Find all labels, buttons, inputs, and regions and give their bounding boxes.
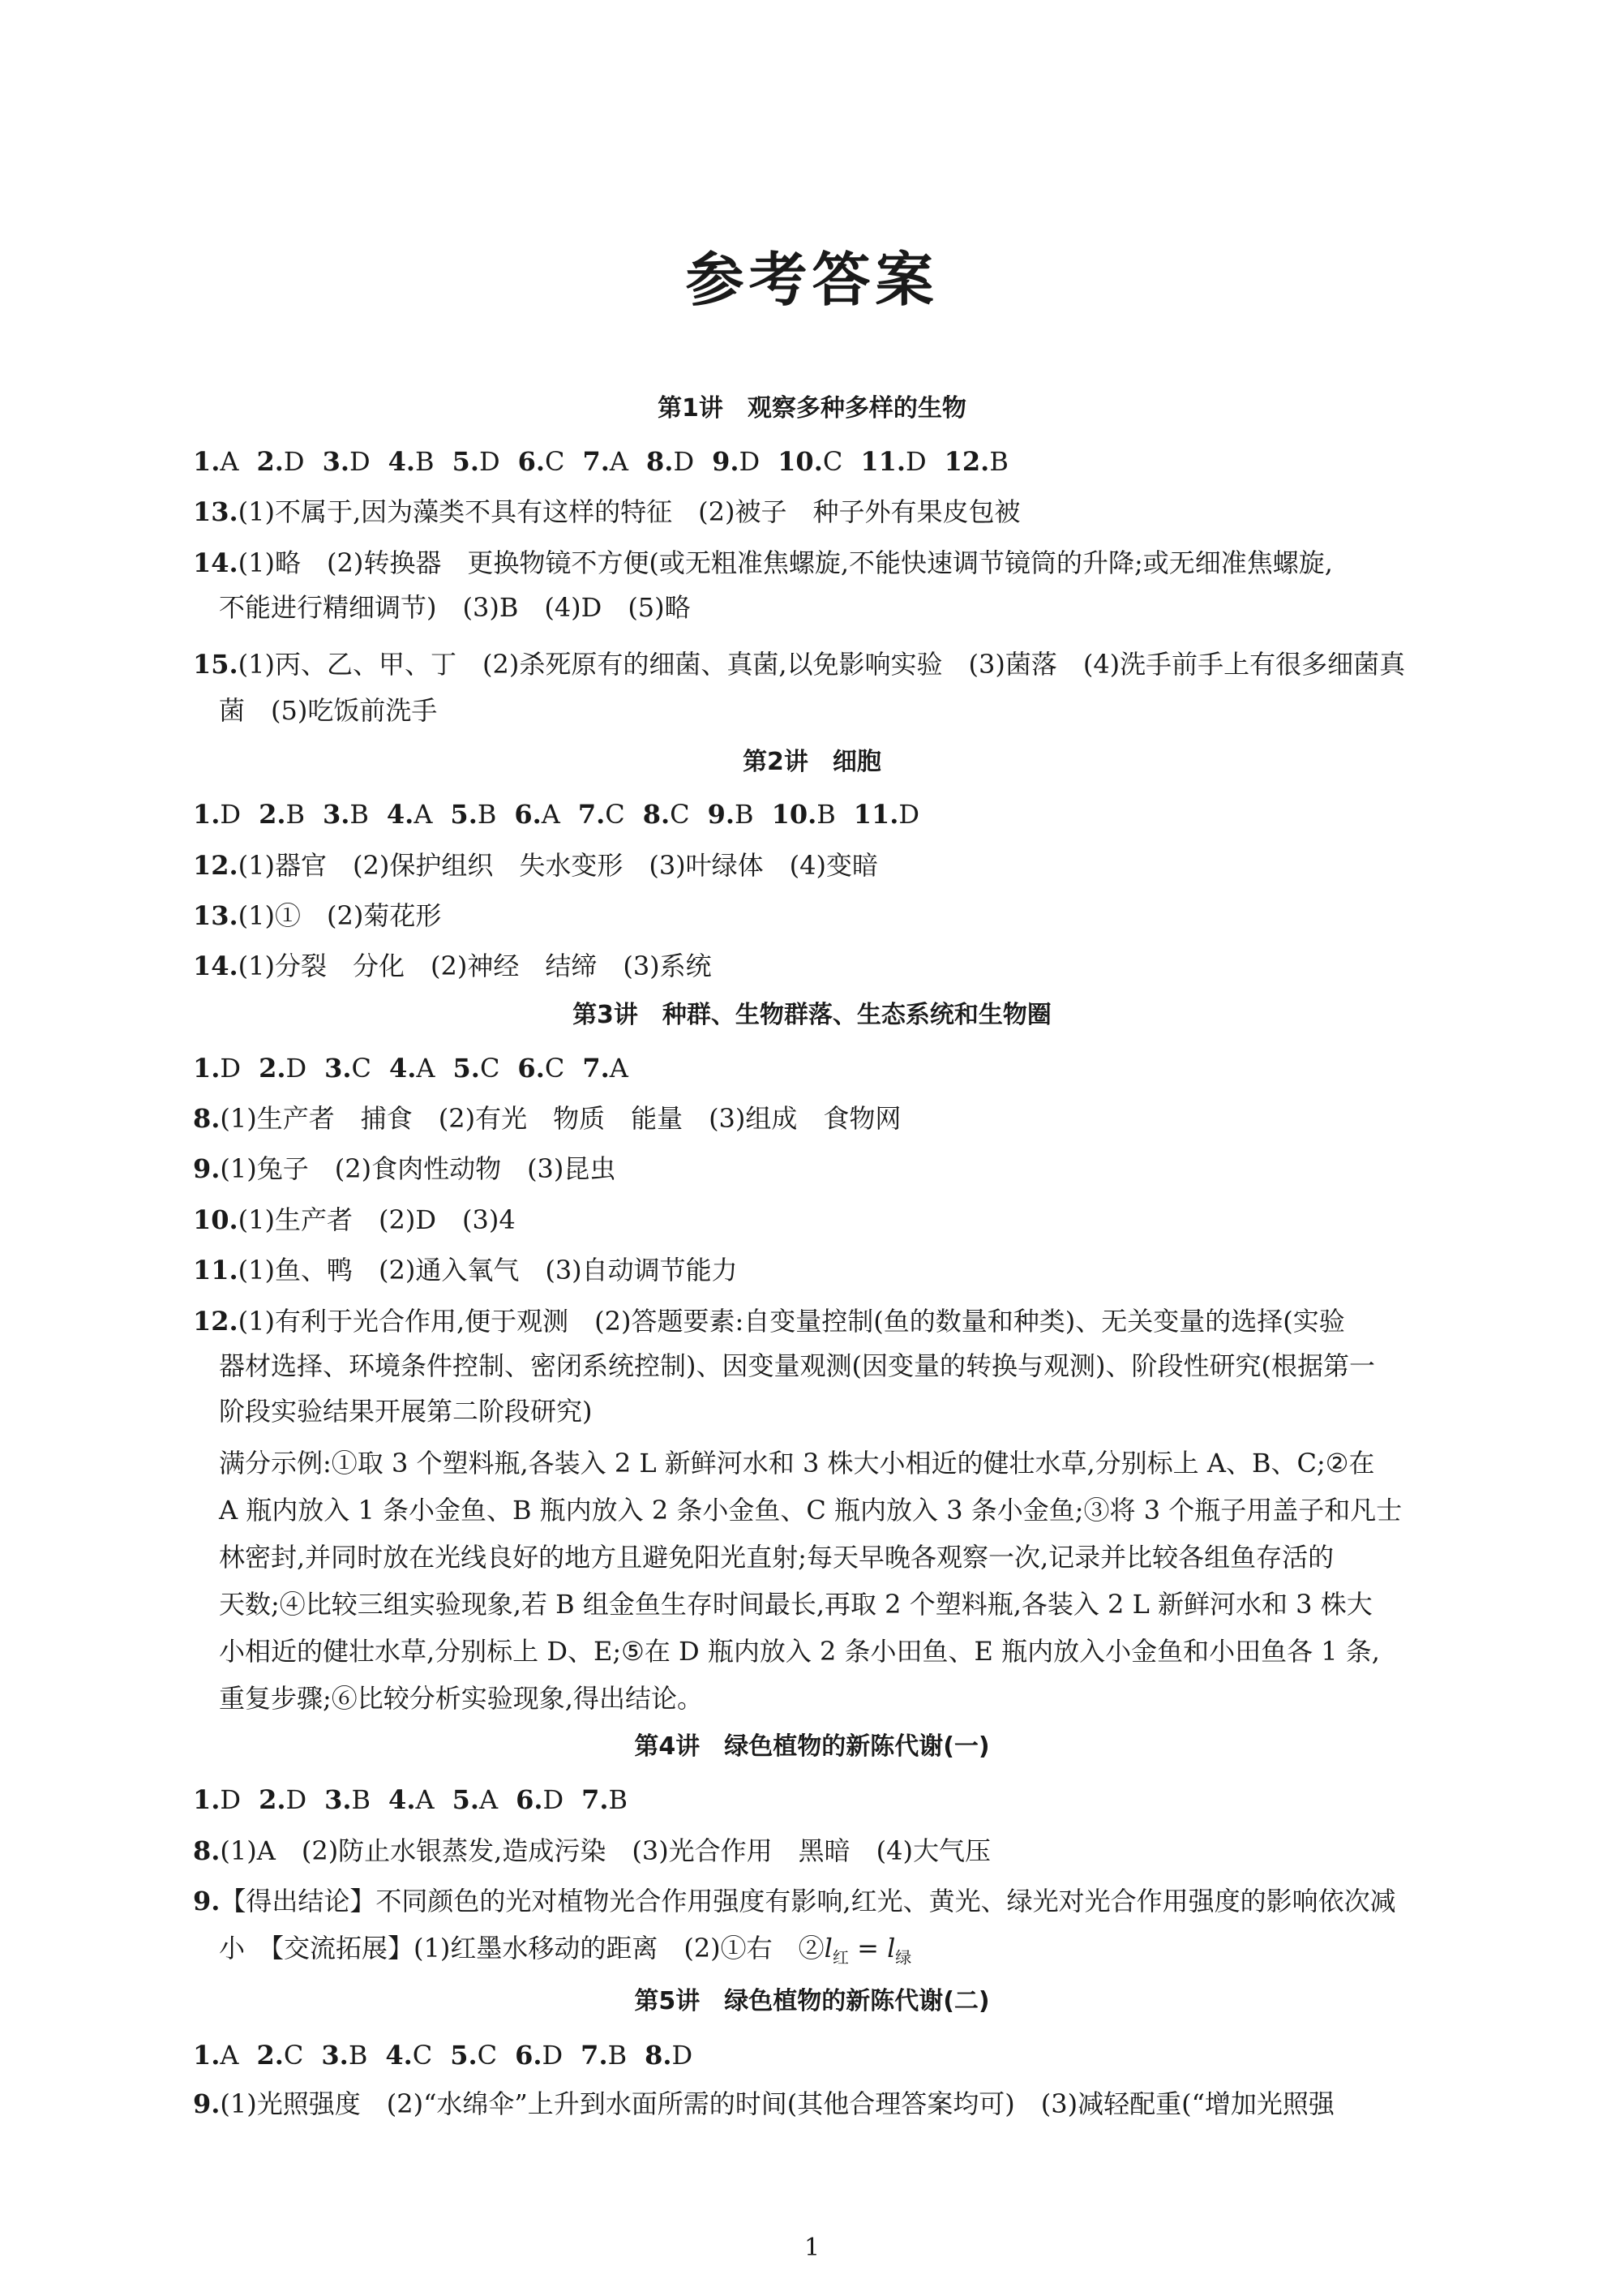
question-number: 3. [321,2040,349,2071]
answer-letter: A [413,799,433,830]
answer-line: 14.(1)略 (2)转换器 更换物镜不方便(或无粗准焦螺旋,不能快速调节镜筒的升降;或无细准焦螺旋, [193,547,1333,578]
answer-letter: B [608,1784,628,1815]
answer-line: 9.(1)光照强度 (2)“水绵伞”上升到水面所需的时间(其他合理答案均可) (3)减轻配重(“增加光照强 [193,2088,1335,2119]
answer-letter: D [542,2040,563,2071]
answer-letter: D [671,2040,693,2071]
answer-letter: C [545,446,565,477]
mc-answer [259,799,305,830]
mc-answer [193,1053,241,1084]
answer-line: 9.【得出结论】不同颜色的光对植物光合作用强度有影响,红光、黄光、绿光对光合作用强度的影响依次减 [193,1886,1396,1916]
example-answer-line: 重复步骤;⑥比较分析实验现象,得出结论。 [219,1683,703,1714]
mc-answer [515,2040,563,2071]
answer-letter: C [477,2040,498,2071]
mc-answer [578,799,625,830]
answer-letter: B [285,799,305,830]
answer-line: 13.(1)① (2)菊花形 [193,900,442,931]
mc-answer [583,446,629,477]
answer-letter: D [285,1784,307,1815]
question-number: 12. [944,446,990,477]
mc-answer [517,1053,564,1084]
question-number: 9. [712,446,739,477]
question-number: 1. [193,799,221,830]
question-number: 7. [582,1053,610,1084]
question-number: 1. [193,1053,221,1084]
mc-answer [945,446,1009,477]
mc-answer [323,799,369,830]
mc-answer [388,1784,435,1815]
answer-letter: B [816,799,836,830]
mc-answer [324,1053,371,1084]
answer-line: 11.(1)鱼、鸭 (2)通入氧气 (3)自动调节能力 [193,1255,738,1285]
question-number: 8. [642,799,671,830]
answer-letter: A [220,446,239,477]
question-number: 6. [515,2040,542,2071]
formula-subscript: 绿 [895,1947,912,1968]
question-number: 4. [385,2040,413,2071]
section-heading-5: 第5讲 绿色植物的新陈代谢(二) [634,1987,990,2015]
question-number: 3. [322,446,349,477]
question-number: 2. [259,1784,286,1815]
answer-letter: B [351,1784,371,1815]
answer-letter: C [479,1053,500,1084]
mc-answer [708,799,754,830]
mc-answer [193,1784,241,1815]
mc-answer [450,2040,497,2071]
question-number: 6. [517,446,546,477]
example-answer-line: 天数;④比较三组实验现象,若 B 组金鱼生存时间最长,再取 2 个塑料瓶,各装入 2 L 新鲜河水和 3 株大 [219,1589,1373,1620]
answer-letter: C [283,2040,304,2071]
question-number: 9. [707,799,735,830]
question-number: 11. [853,799,899,830]
section-heading-4: 第4讲 绿色植物的新陈代谢(一) [634,1732,990,1761]
question-number: 10. [771,799,817,830]
answer-letter: B [989,446,1009,477]
mc-answer [452,1784,499,1815]
section-heading-3: 第3讲 种群、生物群落、生态系统和生物圈 [572,1001,1052,1029]
question-number: 8. [646,446,674,477]
formula-variable: l [824,1933,833,1964]
example-answer-line: 满分示例:①取 3 个塑料瓶,各装入 2 L 新鲜河水和 3 株大小相近的健壮水草,分别标上 A、B、C;②在 [219,1448,1375,1479]
answer-line-continued: 器材选择、环境条件控制、密闭系统控制)、因变量观测(因变量的转换与观测)、阶段性研究(根据第一 [219,1350,1375,1381]
mc-answer [324,1784,371,1815]
mc-answer [643,799,690,830]
question-number: 3. [324,1784,352,1815]
mc-answer [193,446,239,477]
answer-line-continued: 不能进行精细调节) (3)B (4)D (5)略 [219,592,691,623]
question-number: 4. [388,446,416,477]
question-number: 6. [516,1784,543,1815]
section-heading-1: 第1讲 观察多种多样的生物 [658,394,966,423]
question-number: 5. [452,446,479,477]
answer-letter: A [609,446,629,477]
mc-answer [323,446,371,477]
formula-variable: l [887,1933,896,1964]
section-heading-2: 第2讲 细胞 [743,748,881,776]
answer-letter: D [898,799,920,830]
answer-letter: D [542,1784,564,1815]
question-number: 2. [256,2040,284,2071]
question-number: 4. [388,1784,416,1815]
question-number: 1. [193,1784,221,1815]
answer-letter: D [349,446,371,477]
example-answer-line: A 瓶内放入 1 条小金鱼、B 瓶内放入 2 条小金鱼、C 瓶内放入 3 条小金鱼;③将 3 个瓶子用盖子和凡士 [219,1495,1403,1526]
mc-answer [516,1784,563,1815]
question-number: 4. [386,799,414,830]
question-number: 6. [517,1053,545,1084]
mc-answer [772,799,836,830]
mc-answer [860,446,926,477]
mc-answers-row [193,1780,1458,1819]
mc-answer [778,446,842,477]
answer-letter: C [670,799,690,830]
answer-letter: A [609,1053,628,1084]
question-number: 1. [193,2040,221,2071]
answer-line: 9.(1)兔子 (2)食肉性动物 (3)昆虫 [193,1153,616,1184]
mc-answer [385,2040,432,2071]
mc-answer [514,799,560,830]
mc-answers-row [193,2036,1458,2075]
page-title: 参考答案 [685,246,939,314]
question-number: 4. [389,1053,417,1084]
mc-answer [582,1053,628,1084]
answer-letter: B [415,446,435,477]
answer-line: 12.(1)器官 (2)保护组织 失水变形 (3)叶绿体 (4)变暗 [193,850,878,881]
question-number: 7. [581,1784,609,1815]
question-number: 3. [322,799,350,830]
mc-answer [645,2040,692,2071]
mc-answer [581,2040,627,2071]
answer-letter: D [905,446,927,477]
question-number: 6. [514,799,542,830]
answer-line-continued: 阶段实验结果开展第二阶段研究) [219,1396,593,1427]
answer-line: 8.(1)A (2)防止水银蒸发,造成污染 (3)光合作用 黑暗 (4)大气压 [193,1835,992,1866]
answer-letter: C [605,799,625,830]
answer-line: 8.(1)生产者 捕食 (2)有光 物质 能量 (3)组成 食物网 [193,1103,902,1134]
mc-answer [518,446,565,477]
mc-answer [259,1053,306,1084]
mc-answer [450,799,496,830]
question-number: 5. [452,1784,479,1815]
answer-letter: D [478,446,500,477]
mc-answer [646,446,694,477]
mc-answer [193,2040,239,2071]
page-number: 1 [803,2234,821,2262]
answer-letter: D [220,799,242,830]
question-number: 11. [860,446,906,477]
mc-answer [387,799,433,830]
answer-letter: D [739,446,761,477]
question-number: 5. [450,799,478,830]
formula-subscript: 红 [832,1947,849,1968]
mc-answers-row [193,1049,1458,1088]
mc-answer [388,446,435,477]
question-number: 3. [324,1053,352,1084]
question-number: 7. [577,799,606,830]
mc-answer [712,446,760,477]
answer-letter: D [220,1784,242,1815]
answer-line-continued: 菌 (5)吃饭前洗手 [219,695,438,726]
mc-answer [259,1784,306,1815]
question-number: 10. [778,446,823,477]
answer-letter: A [478,1784,499,1815]
mc-answer [321,2040,367,2071]
mc-answer [453,1053,500,1084]
answer-letter: C [412,2040,433,2071]
mc-answers-row [193,442,1458,481]
answer-line: 15.(1)丙、乙、甲、丁 (2)杀死原有的细菌、真菌,以免影响实验 (3)菌落 (4)洗手前手上有很多细菌真 [193,649,1406,680]
question-number: 2. [259,799,286,830]
answer-letter: D [283,446,305,477]
answer-letter: D [673,446,695,477]
mc-answer [854,799,919,830]
question-number: 2. [259,1053,286,1084]
question-number: 8. [645,2040,672,2071]
answer-letter: D [220,1053,242,1084]
answer-letter: A [541,799,560,830]
answer-letter: A [415,1784,435,1815]
mc-answer [581,1784,628,1815]
answer-letter: C [822,446,843,477]
answer-letter: B [348,2040,368,2071]
question-number: 7. [581,2040,608,2071]
answer-letter: B [349,799,369,830]
question-number: 2. [256,446,284,477]
answer-line: 14.(1)分裂 分化 (2)神经 结缔 (3)系统 [193,951,712,981]
answer-letter: B [477,799,497,830]
answer-letter: B [735,799,754,830]
mc-answer [389,1053,435,1084]
answer-letter: A [416,1053,435,1084]
mc-answers-row [193,795,1458,834]
mc-answer [257,2040,304,2071]
question-number: 5. [450,2040,478,2071]
mc-answer [193,799,241,830]
mc-answer [452,446,500,477]
answer-letter: C [351,1053,372,1084]
answer-line-continued: 小 【交流拓展】(1)红墨水移动的距离 (2)①右 $②l_红 = l_绿$ [219,1933,912,1968]
question-number: 7. [582,446,610,477]
answer-line: 13.(1)不属于,因为藻类不具有这样的特征 (2)被子 种子外有果皮包被 [193,496,1021,527]
answer-letter: D [285,1053,307,1084]
example-answer-line: 小相近的健壮水草,分别标上 D、E;⑤在 D 瓶内放入 2 条小田鱼、E 瓶内放入小金鱼和小田鱼各 1 条, [219,1636,1380,1667]
example-answer-line: 林密封,并同时放在光线良好的地方且避免阳光直射;每天早晚各观察一次,记录并比较各组鱼存活的 [219,1542,1335,1573]
answer-letter: C [544,1053,565,1084]
answer-letter: B [607,2040,628,2071]
answer-line: 12.(1)有利于光合作用,便于观测 (2)答题要素:自变量控制(鱼的数量和种类)、无关变量的选择(实验 [193,1306,1345,1337]
question-number: 1. [193,446,221,477]
mc-answer [257,446,305,477]
question-number: 5. [452,1053,480,1084]
answer-line: 10.(1)生产者 (2)D (3)4 [193,1204,516,1235]
answer-letter: A [220,2040,239,2071]
